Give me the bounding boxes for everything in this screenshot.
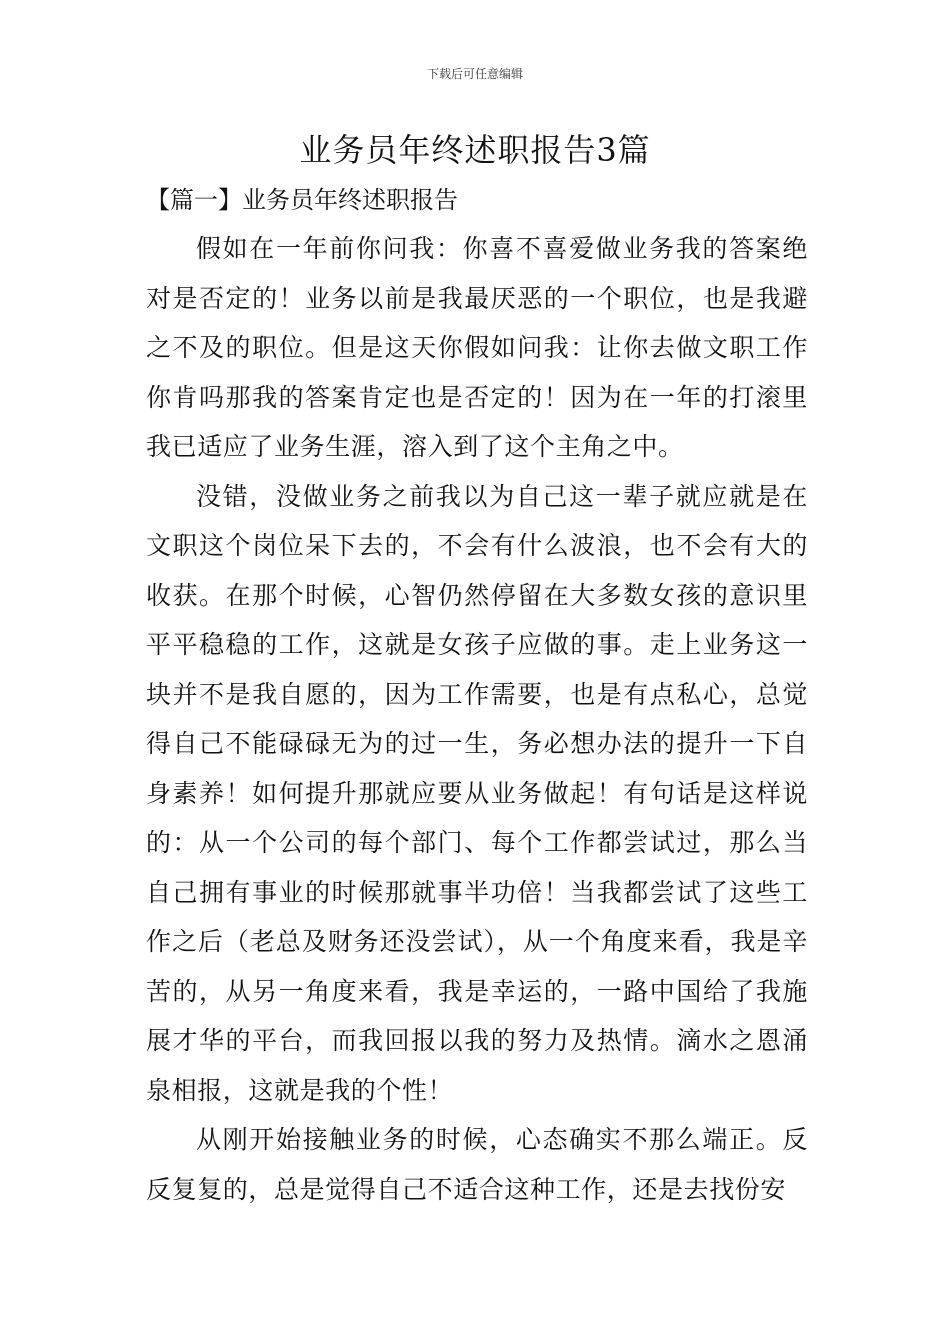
paragraph-2: 没错，没做业务之前我以为自己这一辈子就应就是在文职这个岗位呆下去的，不会有什么波浪，也不会有大的收获。在那个时候，心智仍然停留在大多数女孩的意识里平平稳稳的工作，这就是女孩子应做的事。走上业务这一块并不是我自愿的，因为工作需要，也是有点私心，总觉得自己不能碌碌无为的过一生，务必想办法的提升一下自身素养！如何提升那就应要从业务做起！有句话是这样说的：从一个公司的每个部门、每个工作都尝试过，那么当自己拥有事业的时候那就事半功倍！当我都尝试了这些工作之后（老总及财务还没尝试），从一个角度来看，我是辛苦的，从另一角度来看，我是幸运的，一路中国给了我施展才华的平台，而我回报以我的努力及热情。滴水之恩涌泉相报，这就是我的个性！ (146, 481, 808, 1105)
header-note: 下载后可任意编辑 (426, 67, 523, 81)
paragraph-1: 假如在一年前你问我：你喜不喜爱做业务我的答案绝对是否定的！业务以前是我最厌恶的一个职位，也是我避之不及的职位。但是这天你假如问我：让你去做文职工作你肯吗那我的答案肯定也是否定的！因为在一年的打滚里我已适应了业务生涯，溶入到了这个主角之中。 (146, 234, 808, 461)
section-heading: 【篇一】业务员年终述职报告 (146, 186, 458, 214)
body-text (146, 224, 808, 1214)
document-title: 业务员年终述职报告3篇 (299, 131, 651, 169)
paragraph-3: 从刚开始接触业务的时候，心态确实不那么端正。反反复复的，总是觉得自己不适合这种工作，还是去找份安 (146, 1125, 808, 1204)
